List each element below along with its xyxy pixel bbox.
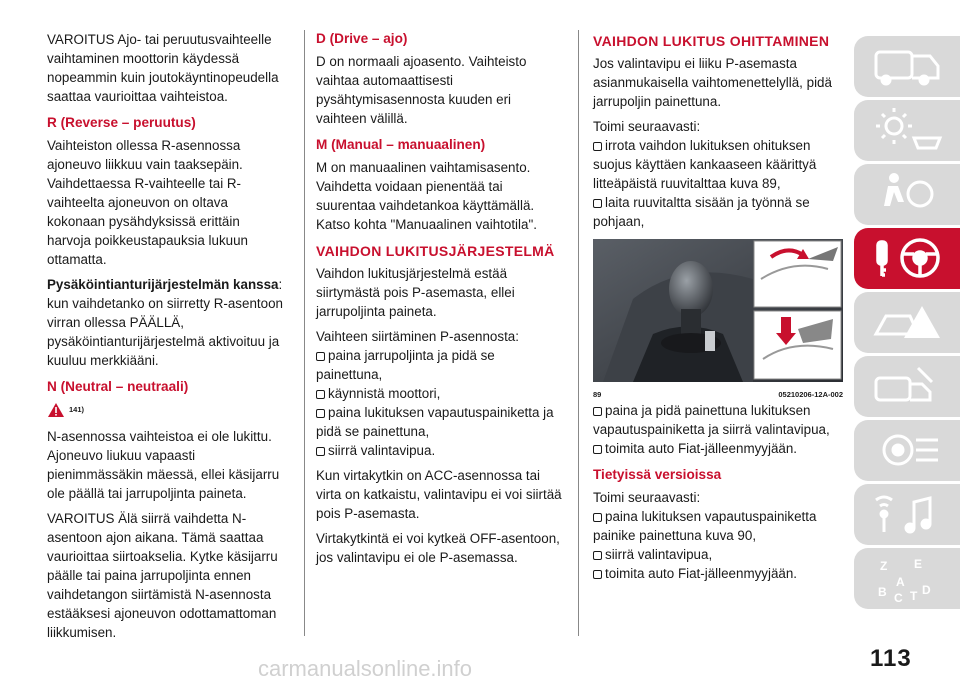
checkbox-bullet-icon <box>316 447 325 456</box>
parking-sensor-bold: Pysäköintianturijärjestelmän kanssa <box>47 277 279 292</box>
warning-reference <box>47 400 285 419</box>
list-item: siirrä valintavipua. <box>316 441 562 460</box>
drive-heading: D (Drive – ajo) <box>316 31 408 46</box>
checkbox-bullet-icon <box>593 551 602 560</box>
certain-versions-heading: Tietyissä versioissa <box>593 467 722 482</box>
gear-selector-photo <box>593 239 843 382</box>
svg-text:E: E <box>914 557 923 571</box>
index-icon[interactable] <box>854 548 960 609</box>
override-heading: VAIHDON LUKITUS OHITTAMINEN <box>593 33 830 49</box>
multimedia-icon[interactable] <box>854 484 960 545</box>
checkbox-bullet-icon <box>316 352 325 361</box>
watermark: carmanualsonline.info <box>258 656 473 681</box>
warning-triangle-icon <box>47 402 65 418</box>
column-1 <box>47 30 285 648</box>
car-info-icon[interactable] <box>854 36 960 97</box>
maintenance-tools-icon[interactable] <box>854 356 960 417</box>
checkbox-bullet-icon <box>316 390 325 399</box>
page-number: 113 <box>870 645 912 672</box>
checkbox-bullet-icon <box>593 570 602 579</box>
shift-steps-list <box>316 346 562 460</box>
neutral-warning-text: VAROITUS Älä siirrä vaihdetta N-asentoon ajon aikana. Tämä saattaa vaurioittaa siirtoakselia. Kytke käsijarru päälle tai paina jarrupoljinta ennen vaihdetangon siirtämistä N-asennosta estääksesi ajoneuvon odottamattoman liikkumisen. <box>47 511 278 640</box>
parking-sensor-paragraph <box>47 275 285 370</box>
warning-ref-number: 141) <box>69 405 85 414</box>
checkbox-bullet-icon <box>593 407 602 416</box>
override-text: Jos valintavipu ei liiku P-asemasta asianmukaisella vaihtomenettelyllä, pidä jarrupoljin painettuna. <box>593 56 832 109</box>
list-item: siirrä valintavipua, <box>593 545 843 564</box>
versions-steps-list <box>593 507 843 583</box>
reverse-text: Vaihteiston ollessa R-asennossa ajoneuvo liikkuu vain taaksepäin. Vaihdettaessa R-vaihteelle tai R-vaihteelta ajoneuvon on oltava kokonaan pysähdyksissä erittäin harvoja poikkeustapauksia lukuun ottamatta. <box>47 138 248 267</box>
svg-text:A: A <box>896 575 905 589</box>
reverse-heading: R (Reverse – peruutus) <box>47 115 196 130</box>
checkbox-bullet-icon <box>593 199 602 208</box>
shift-lock-heading: VAIHDON LUKITUSJÄRJESTELMÄ <box>316 243 555 259</box>
shift-lock-text: Vaihdon lukitusjärjestelmä estää siirtymästä pois P-asemasta, ellei jarrupoljinta paineta. <box>316 266 515 319</box>
drive-text: D on normaali ajoasento. Vaihteisto vaihtaa automaattisesti pysähtymisasennosta kuuden eri vaihteen välillä. <box>316 54 527 126</box>
list-item: paina lukituksen vapautuspainiketta painike painettuna kuva 90, <box>593 509 817 543</box>
list-item: laita ruuvitaltta sisään ja työnnä se pohjaan, <box>593 195 810 229</box>
checkbox-bullet-icon <box>593 513 602 522</box>
column-divider <box>304 30 305 636</box>
list-item: irrota vaihdon lukituksen ohituksen suojus käyttäen kankaaseen käärittyä litteäpäistä ruuvitalttaa kuva 89, <box>593 138 817 191</box>
parking-sensor-text: : kun vaihdetanko on siirretty R-asentoon virran ollessa PÄÄLLÄ, pysäköintianturijärjestelmä aktivoituu ja kuuluu merkkiääni. <box>47 277 283 368</box>
list-item: toimita auto Fiat-jälleenmyyjään. <box>593 564 843 583</box>
acc-text: Kun virtakytkin on ACC-asennossa tai virta on katkaistu, valintavipu ei voi siirtää pois P-asemasta. <box>316 468 562 521</box>
checkbox-bullet-icon <box>316 409 325 418</box>
figure-89 <box>593 239 843 397</box>
technical-data-icon[interactable] <box>854 420 960 481</box>
svg-text:C: C <box>894 591 903 605</box>
list-item: käynnistä moottori, <box>316 384 562 403</box>
column-3 <box>593 30 843 583</box>
checkbox-bullet-icon <box>593 142 602 151</box>
gear-warning-text: VAROITUS Ajo- tai peruutusvaihteelle vaihtaminen moottorin käydessä nopeammin kuin joutokäyntinopeudella saattaa vaurioittaa vaihteistoa. <box>47 32 279 104</box>
steering-wheel-key-icon[interactable] <box>854 228 960 289</box>
safety-airbag-icon[interactable] <box>854 164 960 225</box>
dashboard-lights-icon[interactable] <box>854 100 960 161</box>
manual-heading: M (Manual – manuaalinen) <box>316 137 486 152</box>
proceed-text: Toimi seuraavasti: <box>593 490 701 505</box>
neutral-heading: N (Neutral – neutraali) <box>47 379 189 394</box>
neutral-text: N-asennossa vaihteistoa ei ole lukittu. Ajoneuvo liukuu vapaasti pienimmässäkin mäessä, ellei käsijarru ole päällä tai jarrupoljinta paineta. <box>47 429 280 501</box>
checkbox-bullet-icon <box>593 445 602 454</box>
svg-text:T: T <box>910 589 918 603</box>
list-item: paina ja pidä painettuna lukituksen vapautuspainiketta ja siirrä valintavipua, <box>593 403 830 437</box>
svg-text:Z: Z <box>880 559 888 573</box>
figure-number: 89 <box>593 390 602 399</box>
manual-text: M on manuaalinen vaihtamisasento. Vaihdetta voidaan pienentää tai suurentaa vaihdetankoa käyttämällä. Katso kohta "Manuaalinen vaihtotila". <box>316 160 537 232</box>
override-steps-list <box>593 136 843 231</box>
warning-emergency-icon[interactable] <box>854 292 960 353</box>
list-item: toimita auto Fiat-jälleenmyyjään. <box>593 439 843 458</box>
column-divider <box>578 30 579 636</box>
figure-code: 05210206-12A-002 <box>778 390 843 399</box>
list-item: paina jarrupoljinta ja pidä se painettuna, <box>316 348 495 382</box>
svg-text:D: D <box>922 583 931 597</box>
proceed-text: Toimi seuraavasti: <box>593 119 701 134</box>
off-text: Virtakytkintä ei voi kytkeä OFF-asentoon, jos valintavipu ei ole P-asemassa. <box>316 531 560 565</box>
release-steps-list <box>593 401 843 458</box>
svg-text:B: B <box>878 585 887 599</box>
column-2 <box>316 30 562 573</box>
list-item: paina lukituksen vapautuspainiketta ja pidä se painettuna, <box>316 405 554 439</box>
shift-intro: Vaihteen siirtäminen P-asennosta: <box>316 329 519 344</box>
